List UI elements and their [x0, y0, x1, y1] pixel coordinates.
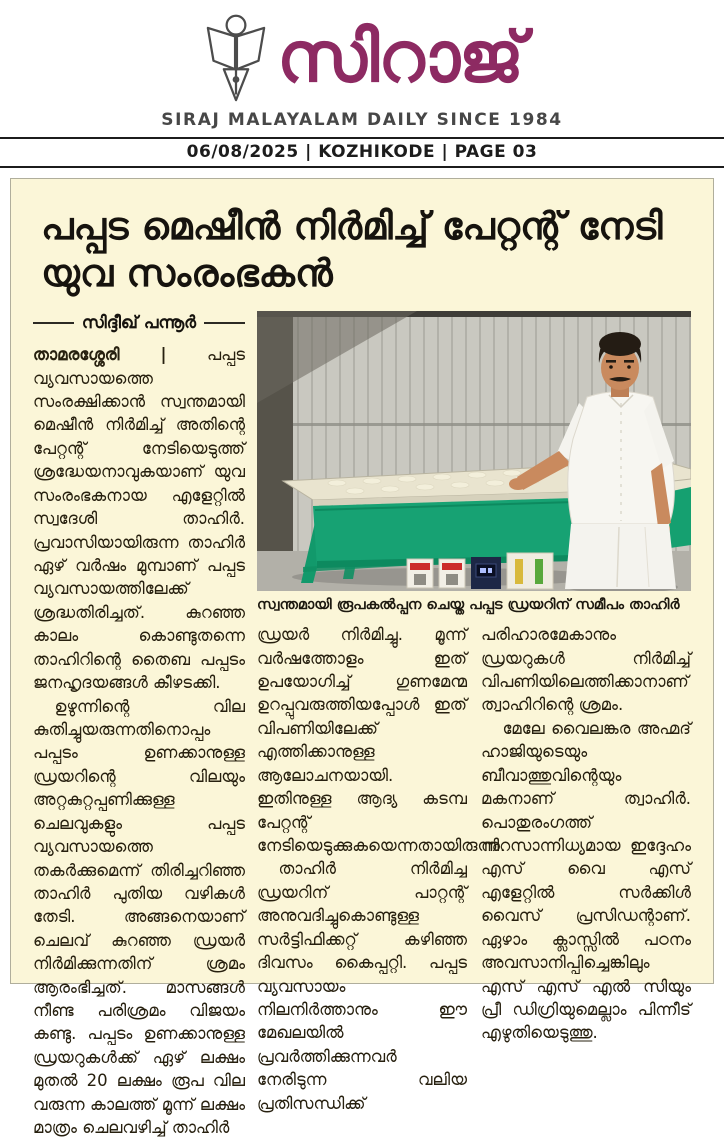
pen-nib-open-book-icon	[201, 12, 271, 102]
paragraph: പരിഹാരമേകാനും ഡ്രയറുകൾ നിർമിച്ച് വിപണിയിലെത്തിക്കാനാണ് ത്വാഹിറിന്റെ ശ്രമം.	[481, 625, 691, 715]
text-column-2	[257, 623, 506, 1115]
byline	[33, 313, 245, 333]
byline-name: സിദ്ദീഖ് പന്നൂർ	[81, 313, 197, 334]
headline-line2: യുവ സംരംഭകൻ	[41, 251, 333, 296]
text-column-1	[33, 311, 245, 1139]
masthead	[0, 0, 724, 130]
place-dateline: താമരശ്ശേരി |	[33, 345, 167, 365]
article-right-area	[257, 311, 691, 1139]
photo-illustration	[257, 311, 691, 591]
masthead-tagline: SIRAJ MALAYALAM DAILY SINCE 1984	[161, 110, 563, 130]
logo-row	[0, 6, 724, 108]
photo-caption: സ്വന്തമായി രൂപകൽപ്പന ചെയ്ത പപ്പട ഡ്രയറിന് സമീപം താഹിർ	[257, 597, 680, 614]
text-column-3	[481, 623, 691, 1115]
byline-rule-right	[204, 322, 245, 324]
paragraph: ഡ്രയർ നിർമിച്ചു. മൂന്ന് വർഷത്തോളം ഇത് ഉപയോഗിച്ച് ഗുണമേന്മ ഉറപ്പുവരുത്തിയപ്പോൾ ഇത് വിപണിയിലേക്ക് എത്തിക്കാനുള്ള ആലോചനയായി. ഇതിനുള്ള ആദ്യ കടമ്പ പേറ്റന്റ് നേടിയെടുക്കുകയെന്നതായിരുന്നു.	[257, 625, 506, 856]
byline-rule-left	[33, 322, 74, 324]
paragraph: താഹിർ നിർമിച്ച ഡ്രയറിന് പാറ്റന്റ് അനുവദിച്ചുകൊണ്ടുള്ള സർട്ടിഫിക്കറ്റ് കഴിഞ്ഞ ദിവസം കൈപ്പറ്റി. പപ്പട വ്യവസായം നിലനിർത്താനും ഈ മേഖലയിൽ പ്രവർത്തിക്കുന്നവർ നേരിടുന്ന വലിയ പ്രതിസന്ധിക്ക്	[257, 859, 467, 1113]
paragraph-text: പപ്പട വ്യവസായത്തെ സംരക്ഷിക്കാൻ സ്വന്തമായി മെഷീൻ നിർമിച്ച് അതിന്റെ പേറ്റന്റ് നേടിയെടുത്ത് ശ്രദ്ധേയനാവുകയാണ് യുവ സംരംഭകനായ എളേറ്റിൽ സ്വദേശി താഹിർ. പ്രവാസിയായിരുന്ന താഹിർ ഏഴ് വർഷം മുമ്പാണ് പപ്പട വ്യവസായത്തിലേക്ക് ശ്രദ്ധതിരിച്ചത്. കുറഞ്ഞ കാലം കൊണ്ടുതന്നെ താഹിറിന്റെ തൈബ പപ്പടം ജനഹൃദയങ്ങൾ കീഴടക്കി.	[33, 345, 245, 693]
article-photo	[257, 311, 691, 591]
article-panel	[10, 178, 714, 1138]
dateline-text: 06/08/2025 | KOZHIKODE | PAGE 03	[186, 142, 538, 162]
dateline-strip	[0, 137, 724, 168]
text-columns-2-3	[257, 623, 691, 1115]
newspaper-wordmark: സിറാജ്	[276, 16, 524, 98]
article-headline	[33, 203, 691, 297]
paragraph: ഉഴുന്നിന്റെ വില കുതിച്ചുയരുന്നതിനൊപ്പം പപ്പടം ഉണക്കാനുള്ള ഡ്രയറിന്റെ വിലയും അറ്റകുറ്റപ്പണിക്കുള്ള ചെലവുകളും പപ്പട വ്യവസായത്തെ തകർക്കുമെന്ന് തിരിച്ചറിഞ്ഞ താഹിർ പുതിയ വഴികൾ തേടി. അങ്ങനെയാണ് ചെലവ് കുറഞ്ഞ ഡ്രയർ നിർമിക്കുന്നതിന് ശ്രമം ആരംഭിച്ചത്. മാസങ്ങൾ നീണ്ട പരിശ്രമം വിജയം കണ്ടു. പപ്പടം ഉണക്കാനുള്ള ഡ്രയറുകൾക്ക് ഏഴ് ലക്ഷം മുതൽ 20 ലക്ഷം രൂപ വില വരുന്ന കാലത്ത് മൂന്ന് ലക്ഷം മാത്രം ചെലവഴിച്ച് താഹിർ	[33, 696, 245, 1138]
paragraph	[33, 343, 245, 694]
paragraph: മേലേ വൈലങ്കര അഹ്മദ് ഹാജിയുടെയും ബീവാത്തുവിന്റെയും മകനാണ് ത്വാഹിർ. പൊതുരംഗത്ത് നിറസാന്നിധ്യമായ ഇദ്ദേഹം എസ് വൈ എസ് എളേറ്റിൽ സർക്കിൾ വൈസ് പ്രസിഡന്റാണ്. ഏഴാം ക്ലാസ്സിൽ പഠനം അവസാനിപ്പിച്ചെങ്കിലും എസ് എസ് എൽ സിയും പ്രീ ഡിഗ്രിയുമെല്ലാം പിന്നീട് എഴുതിയെടുത്തു.	[481, 718, 691, 1043]
article-content	[33, 311, 691, 1139]
headline-line1: പപ്പട മെഷീൻ നിർമിച്ച് പേറ്റന്റ് നേടി	[41, 204, 663, 248]
